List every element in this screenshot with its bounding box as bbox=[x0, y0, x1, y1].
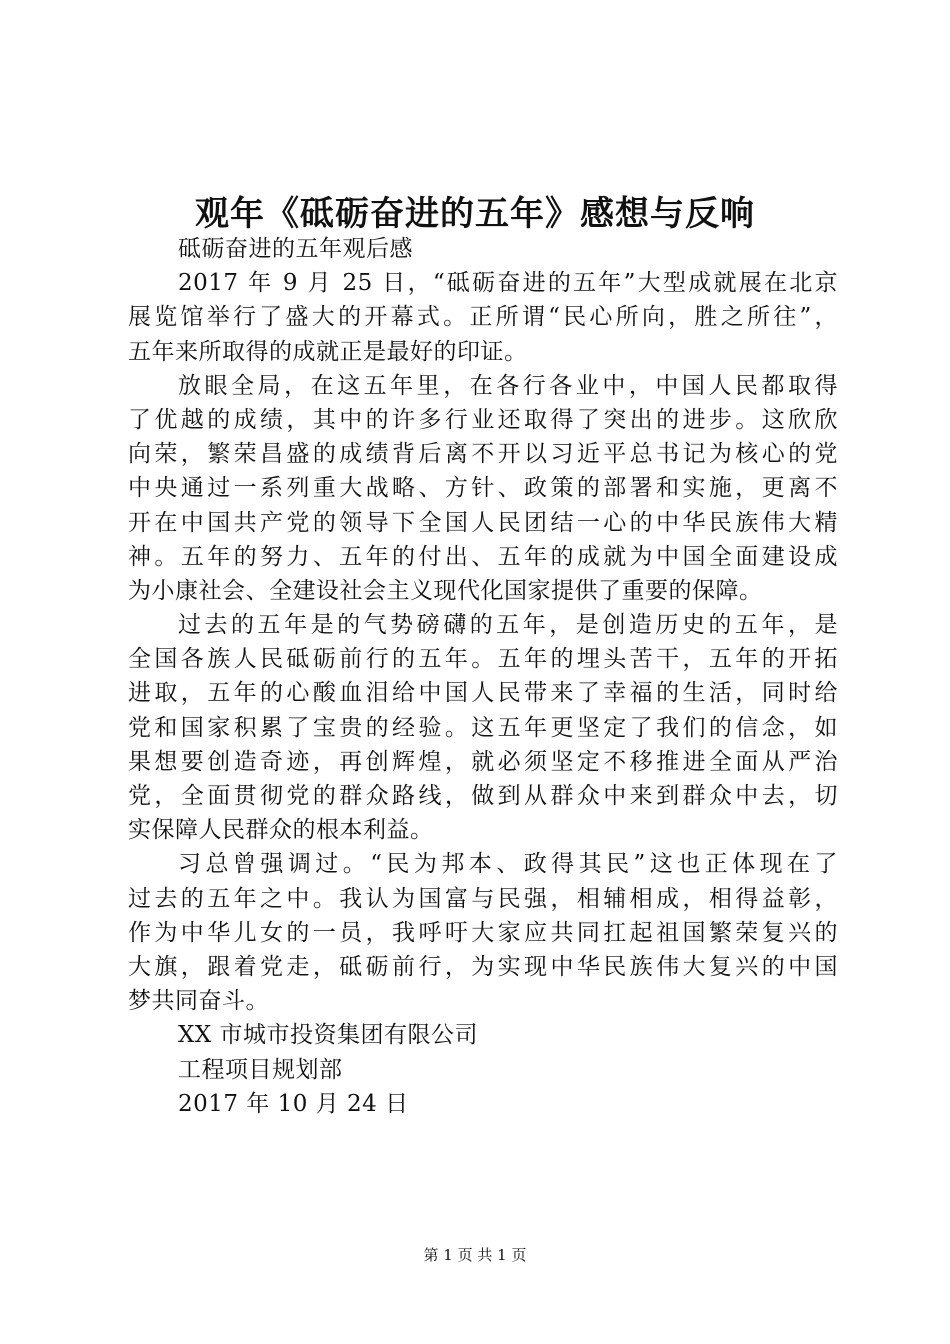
paragraph-line: 向荣，繁荣昌盛的成绩背后离不开以习近平总书记为核心的党 bbox=[128, 441, 838, 468]
signature-company: XX 市城市投资集团有限公司 bbox=[178, 1022, 479, 1049]
paragraph-3 bbox=[128, 608, 838, 847]
paragraph-line: 神。五年的努力、五年的付出、五年的成就为中国全面建设成 bbox=[128, 543, 838, 570]
paragraph-line: 放眼全局，在这五年里，在各行各业中，中国人民都取得 bbox=[178, 372, 838, 399]
paragraph-line: 习总曾强调过。“民为邦本、政得其民”这也正体现在了 bbox=[178, 851, 838, 878]
paragraph-line: 展览馆举行了盛大的开幕式。正所谓“民心所向，胜之所往”， bbox=[128, 304, 838, 331]
paragraph-line: 开在中国共产党的领导下全国人民团结一心的中华民族伟大精 bbox=[128, 509, 838, 536]
paragraph-1 bbox=[128, 266, 838, 369]
paragraph-line: 大旗，跟着党走，砥砺前行，为实现中华民族伟大复兴的中国 bbox=[128, 953, 838, 980]
paragraph-line: 实保障人民群众的根本利益。 bbox=[128, 817, 434, 844]
paragraph-line: 党和国家积累了宝贵的经验。这五年更坚定了我们的信念，如 bbox=[128, 714, 838, 741]
paragraph-line: 果想要创造奇迹，再创辉煌，就必须坚定不移推进全面从严治 bbox=[128, 748, 838, 775]
paragraph-line: 党，全面贯彻党的群众路线，做到从群众中来到群众中去，切 bbox=[128, 783, 838, 809]
document-subtitle: 砥砺奋进的五年观后感 bbox=[178, 236, 413, 262]
paragraph-line: 过去的五年是的气势磅礴的五年，是创造历史的五年，是 bbox=[178, 612, 838, 639]
signature-department: 工程项目规划部 bbox=[178, 1056, 343, 1083]
paragraph-line: 进取，五年的心酸血泪给中国人民带来了幸福的生活，同时给 bbox=[128, 680, 838, 707]
paragraph-line: 五年来所取得的成就正是最好的印证。 bbox=[128, 338, 528, 365]
paragraph-line: 作为中华儿女的一员，我呼吁大家应共同扛起祖国繁荣复兴的 bbox=[128, 919, 838, 946]
paragraph-line: 全国各族人民砥砺前行的五年。五年的埋头苦干，五年的开拓 bbox=[128, 646, 838, 673]
document-body bbox=[128, 232, 838, 1121]
paragraph-line: 为小康社会、全建设社会主义现代化国家提供了重要的保障。 bbox=[128, 577, 763, 604]
paragraph-4 bbox=[128, 847, 838, 1018]
paragraph-line: 了优越的成绩，其中的许多行业还取得了突出的进步。这欣欣 bbox=[128, 406, 838, 433]
signature-date: 2017 年 10 月 24 日 bbox=[178, 1090, 409, 1117]
document-title: 观年《砥砺奋进的五年》感想与反响 bbox=[195, 194, 755, 234]
paragraph-line: 过去的五年之中。我认为国富与民强，相辅相成，相得益彰， bbox=[128, 885, 838, 912]
page-footer: 第 1 页 共 1 页 bbox=[423, 1246, 527, 1264]
paragraph-line: 2017 年 9 月 25 日，“砥砺奋进的五年”大型成就展在北京 bbox=[178, 270, 838, 297]
paragraph-line: 梦共同奋斗。 bbox=[128, 988, 269, 1015]
paragraph-line: 中央通过一系列重大战略、方针、政策的部署和实施，更离不 bbox=[128, 475, 838, 502]
signature-block bbox=[128, 1018, 838, 1121]
paragraph-2 bbox=[128, 369, 838, 608]
